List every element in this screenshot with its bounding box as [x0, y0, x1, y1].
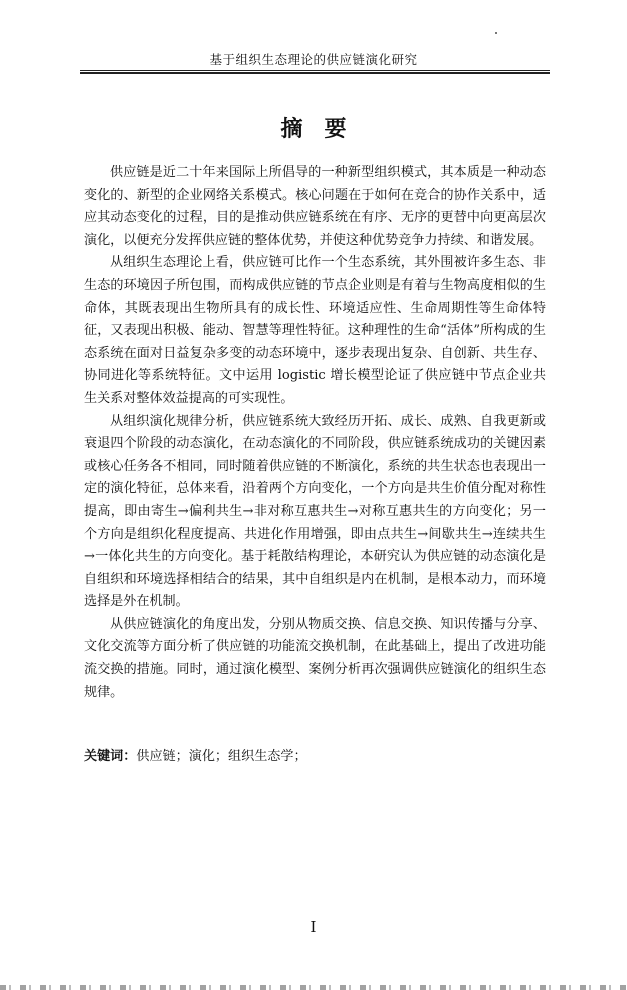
keywords-text: 供应链；演化；组织生态学； [136, 749, 307, 764]
header-rule-thin [80, 70, 550, 71]
abstract-paragraph-2: 从组织生态理论上看，供应链可比作一个生态系统，其外围被许多生态、非生态的环境因子所包围，而构成供应链的节点企业则是有着与生物高度相似的生命体，其既表现出生物所具有的成长性、环境适应性、生命周期性等生命体特征，又表现出积极、能动、智慧等理性特征。这种理性的生命“活体”所构成的生态系统在面对日益复杂多变的动态环境中，逐步表现出复杂、自创新、共生存、协同进化等系统特征。文中运用 logistic 增长模型论证了供应链中节点企业共生关系对整体效益提高的可实现性。 [84, 255, 546, 406]
abstract-paragraph-1: 供应链是近二十年来国际上所倡导的一种新型组织模式，其本质是一种动态变化的、新型的企业网络关系模式。核心问题在于如何在竞合的协作关系中，适应其动态变化的过程，目的是推动供应链系统在有序、无序的更替中向更高层次演化，以便充分发挥供应链的整体优势，并使这种优势竞争力持续、和谐发展。 [84, 165, 546, 248]
keywords-label: 关键词： [84, 749, 137, 764]
header-rule-thick [80, 72, 550, 74]
scan-speck [495, 32, 497, 34]
scan-edge-strip [0, 985, 627, 990]
abstract-body [84, 162, 546, 704]
abstract-paragraph-4: 从供应链演化的角度出发，分别从物质交换、信息交换、知识传播与分享、文化交流等方面分析了供应链的功能流交换机制，在此基础上，提出了改进功能流交换的措施。同时，通过演化模型、案例分析再次强调供应链演化的组织生态规律。 [84, 616, 546, 700]
page-number: I [310, 918, 317, 936]
abstract-paragraph-3: 从组织演化规律分析，供应链系统大致经历开拓、成长、成熟、自我更新或衰退四个阶段的动态演化，在动态演化的不同阶段，供应链系统成功的关键因素或核心任务各不相同，同时随着供应链的不断演化，系统的共生状态也表现出一定的演化特征，总体来看，沿着两个方向变化，一个方向是共生价值分配对称性提高，即由寄生→偏利共生→非对称互惠共生→对称互惠共生的方向变化；另一个方向是组织化程度提高、共进化作用增强，即由点共生→间歇共生→连续共生→一体化共生的方向变化。基于耗散结构理论，本研究认为供应链的动态演化是自组织和环境选择相结合的结果，其中自组织是内在机制，是根本动力，而环境选择是外在机制。 [84, 413, 546, 610]
keywords-line [84, 746, 546, 768]
running-header: 基于组织生态理论的供应链演化研究 [209, 52, 418, 67]
abstract-title: 摘要 [280, 116, 369, 142]
